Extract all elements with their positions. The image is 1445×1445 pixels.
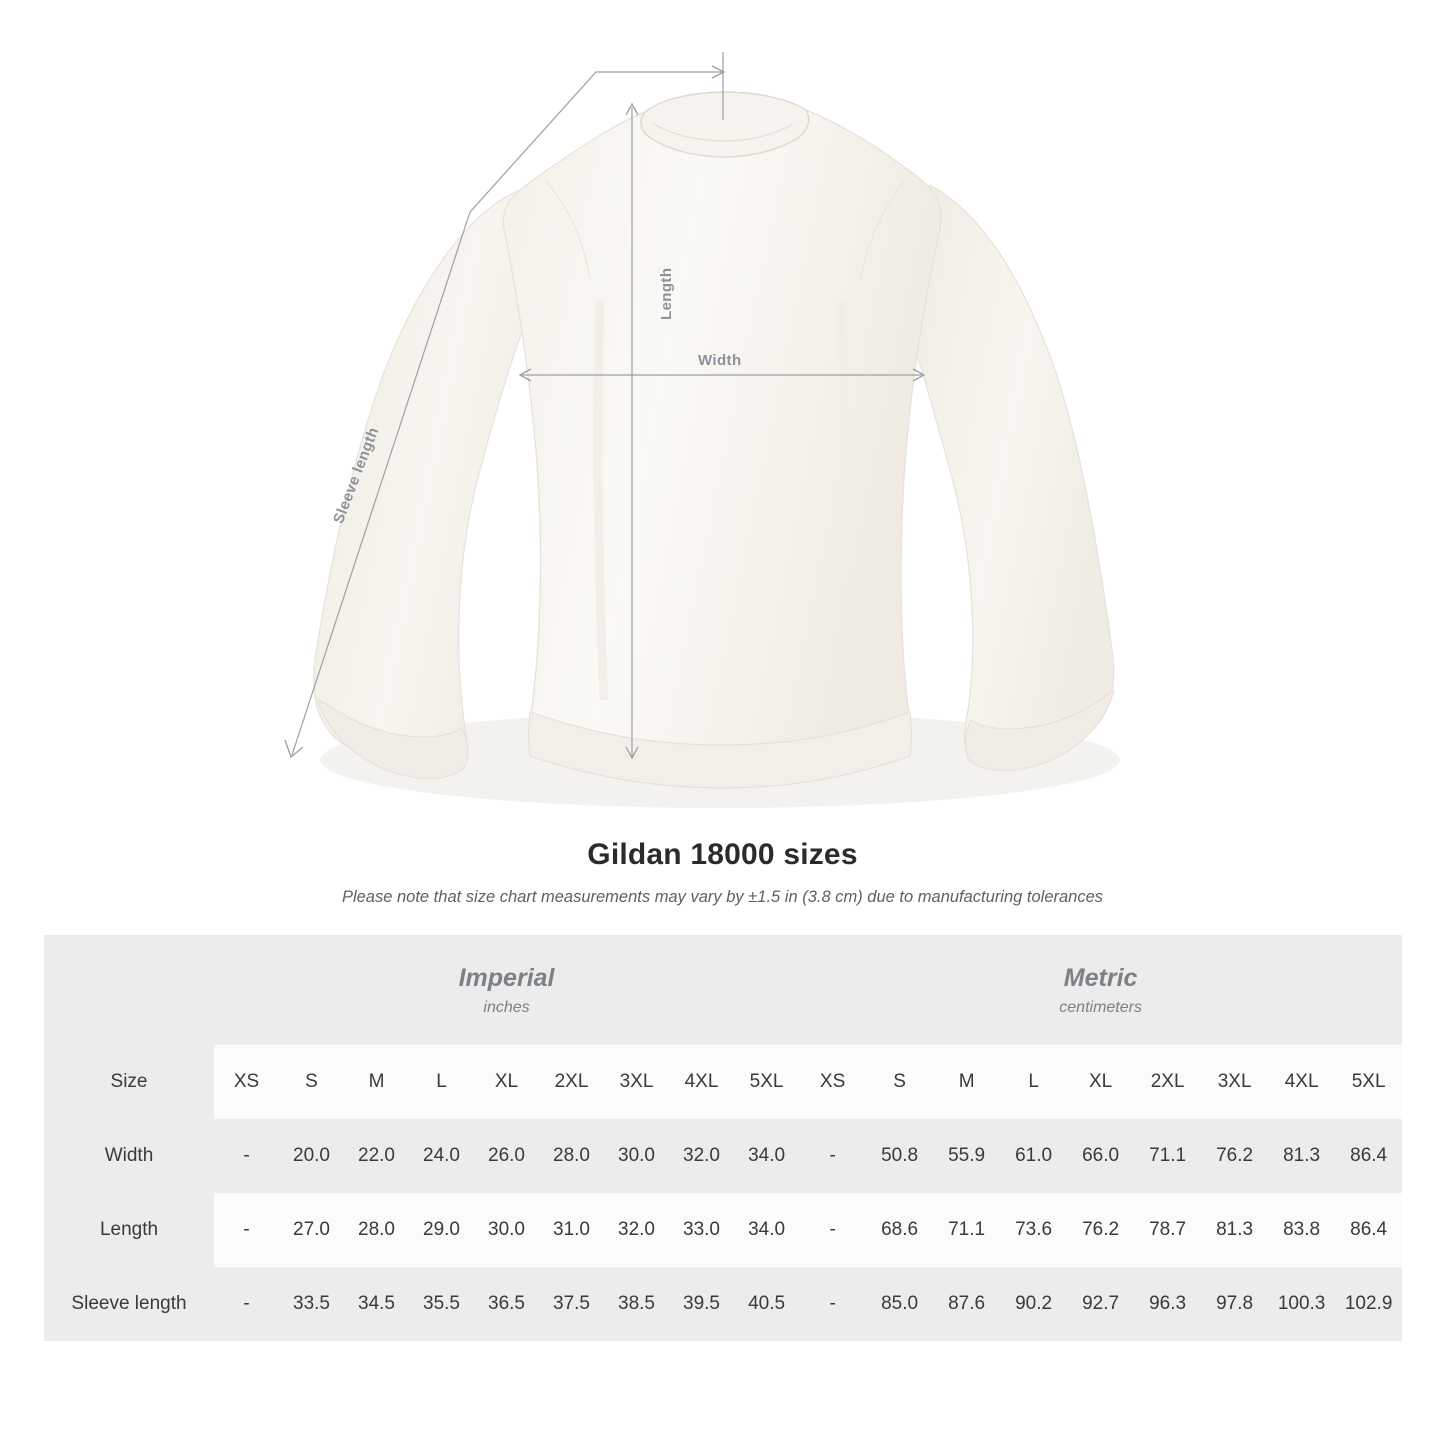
col-head-imperial-0: XS (214, 1045, 279, 1119)
cell-length-imp-0: - (214, 1193, 279, 1267)
row-label-sleeve-length: Sleeve length (44, 1267, 214, 1341)
cell-sleeve-imp-3: 35.5 (409, 1267, 474, 1341)
cell-length-imp-5: 31.0 (539, 1193, 604, 1267)
cell-length-met-2: 71.1 (933, 1193, 1000, 1267)
cell-width-imp-4: 26.0 (474, 1119, 539, 1193)
cell-sleeve-imp-8: 40.5 (734, 1267, 799, 1341)
row-label-length: Length (44, 1193, 214, 1267)
col-head-imperial-1: S (279, 1045, 344, 1119)
cell-length-met-3: 73.6 (1000, 1193, 1067, 1267)
table-row-width (44, 1119, 1402, 1193)
col-head-imperial-4: XL (474, 1045, 539, 1119)
col-head-metric-6: 3XL (1201, 1045, 1268, 1119)
cell-length-met-0: - (799, 1193, 866, 1267)
cell-length-imp-4: 30.0 (474, 1193, 539, 1267)
cell-sleeve-met-6: 97.8 (1201, 1267, 1268, 1341)
col-head-metric-0: XS (799, 1045, 866, 1119)
cell-length-imp-1: 27.0 (279, 1193, 344, 1267)
cell-length-imp-7: 33.0 (669, 1193, 734, 1267)
units-row (44, 935, 1402, 1045)
cell-length-met-1: 68.6 (866, 1193, 933, 1267)
imperial-unit-sub: inches (483, 998, 530, 1016)
cell-length-met-5: 78.7 (1134, 1193, 1201, 1267)
cell-width-met-6: 76.2 (1201, 1119, 1268, 1193)
cell-width-imp-1: 20.0 (279, 1119, 344, 1193)
cell-width-met-1: 50.8 (866, 1119, 933, 1193)
col-head-metric-3: L (1000, 1045, 1067, 1119)
table-row-length (44, 1193, 1402, 1267)
col-head-imperial-3: L (409, 1045, 474, 1119)
cell-sleeve-imp-1: 33.5 (279, 1267, 344, 1341)
cell-length-imp-6: 32.0 (604, 1193, 669, 1267)
cell-width-imp-0: - (214, 1119, 279, 1193)
cell-length-met-7: 83.8 (1268, 1193, 1335, 1267)
cell-width-met-8: 86.4 (1335, 1119, 1402, 1193)
cell-sleeve-met-4: 92.7 (1067, 1267, 1134, 1341)
cell-sleeve-imp-5: 37.5 (539, 1267, 604, 1341)
metric-unit-cell (799, 935, 1402, 1045)
cell-width-met-7: 81.3 (1268, 1119, 1335, 1193)
cell-length-met-6: 81.3 (1201, 1193, 1268, 1267)
cell-sleeve-imp-4: 36.5 (474, 1267, 539, 1341)
imperial-unit-cell (214, 935, 799, 1045)
cell-width-met-4: 66.0 (1067, 1119, 1134, 1193)
cell-width-met-0: - (799, 1119, 866, 1193)
page-title: Gildan 18000 sizes (587, 838, 858, 871)
col-head-metric-8: 5XL (1335, 1045, 1402, 1119)
cell-sleeve-met-5: 96.3 (1134, 1267, 1201, 1341)
cell-width-imp-5: 28.0 (539, 1119, 604, 1193)
cell-width-imp-3: 24.0 (409, 1119, 474, 1193)
col-head-imperial-8: 5XL (734, 1045, 799, 1119)
cell-width-imp-7: 32.0 (669, 1119, 734, 1193)
cell-sleeve-met-2: 87.6 (933, 1267, 1000, 1341)
table-row-sleeve-length (44, 1267, 1402, 1341)
cell-width-imp-6: 30.0 (604, 1119, 669, 1193)
col-head-metric-5: 2XL (1134, 1045, 1201, 1119)
size-table (44, 935, 1402, 1341)
cell-width-met-5: 71.1 (1134, 1119, 1201, 1193)
cell-length-imp-8: 34.0 (734, 1193, 799, 1267)
cell-length-met-8: 86.4 (1335, 1193, 1402, 1267)
metric-unit-sub: centimeters (1059, 998, 1142, 1016)
tolerance-note: Please note that size chart measurements may vary by ±1.5 in (3.8 cm) due to manufacturing tolerances (341, 888, 1104, 906)
cell-length-imp-3: 29.0 (409, 1193, 474, 1267)
cell-sleeve-met-3: 90.2 (1000, 1267, 1067, 1341)
size-table-wrapper (0, 935, 1445, 1341)
cell-sleeve-imp-7: 39.5 (669, 1267, 734, 1341)
sleeve-length-label: Sleeve length (330, 424, 383, 527)
cell-length-met-4: 76.2 (1067, 1193, 1134, 1267)
cell-width-met-2: 55.9 (933, 1119, 1000, 1193)
metric-unit-name: Metric (1063, 964, 1138, 993)
size-header: Size (44, 1045, 214, 1119)
cell-sleeve-met-8: 102.9 (1335, 1267, 1402, 1341)
cell-sleeve-imp-2: 34.5 (344, 1267, 409, 1341)
cell-width-met-3: 61.0 (1000, 1119, 1067, 1193)
col-head-metric-7: 4XL (1268, 1045, 1335, 1119)
cell-sleeve-met-1: 85.0 (866, 1267, 933, 1341)
cell-width-imp-8: 34.0 (734, 1119, 799, 1193)
length-label: Length (658, 267, 675, 320)
units-spacer (44, 935, 214, 1045)
col-head-imperial-2: M (344, 1045, 409, 1119)
col-head-metric-2: M (933, 1045, 1000, 1119)
cell-sleeve-imp-0: - (214, 1267, 279, 1341)
cell-sleeve-met-7: 100.3 (1268, 1267, 1335, 1341)
col-head-metric-1: S (866, 1045, 933, 1119)
col-head-imperial-6: 3XL (604, 1045, 669, 1119)
row-label-width: Width (44, 1119, 214, 1193)
cell-sleeve-met-0: - (799, 1267, 866, 1341)
col-head-metric-4: XL (1067, 1045, 1134, 1119)
cell-sleeve-imp-6: 38.5 (604, 1267, 669, 1341)
title-block (0, 838, 1445, 907)
col-head-imperial-7: 4XL (669, 1045, 734, 1119)
col-head-imperial-5: 2XL (539, 1045, 604, 1119)
cell-length-imp-2: 28.0 (344, 1193, 409, 1267)
cell-width-imp-2: 22.0 (344, 1119, 409, 1193)
table-header-row (44, 1045, 1402, 1119)
imperial-unit-name: Imperial (458, 964, 555, 993)
width-label: Width (698, 352, 742, 369)
